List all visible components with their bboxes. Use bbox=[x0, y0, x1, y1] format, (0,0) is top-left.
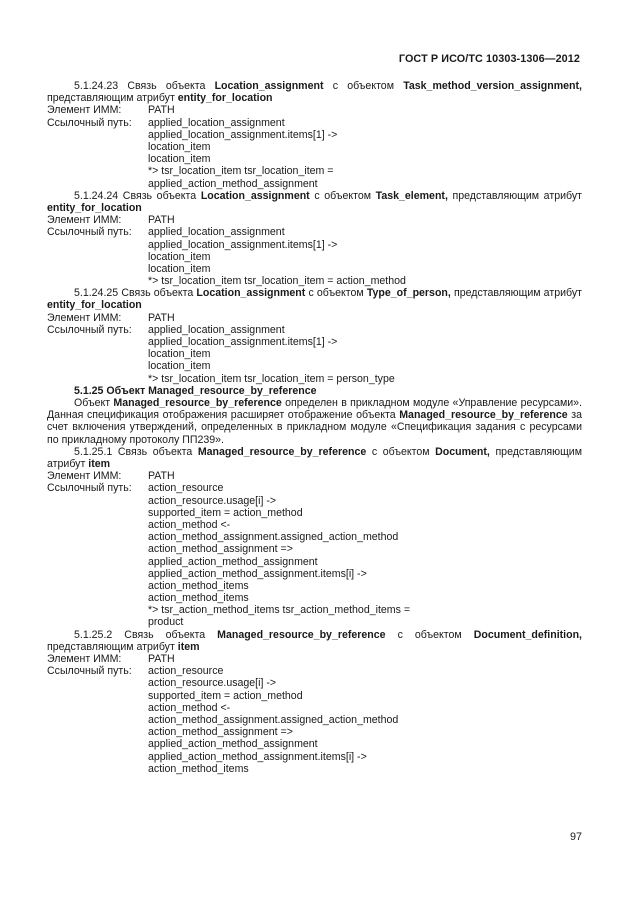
section-title bbox=[47, 629, 582, 653]
ref-path-line: action_method_assignment.assigned_action_method bbox=[148, 713, 399, 726]
ref-path-line: applied_action_method_assignment.items[i] -> bbox=[148, 750, 367, 763]
mim-element-value: PATH bbox=[148, 311, 175, 324]
ref-path-line: supported_item = action_method bbox=[148, 506, 303, 519]
ref-path-line: applied_location_assignment bbox=[148, 323, 285, 336]
ref-path-line: location_item bbox=[148, 348, 211, 361]
ref-path-line: applied_location_assignment bbox=[148, 116, 285, 129]
ref-path-line: *> tsr_location_item tsr_location_item = action_method bbox=[148, 275, 406, 288]
entity-name: Managed_resource_by_reference bbox=[399, 409, 568, 422]
ref-path-line: *> tsr_action_method_items tsr_action_method_items = bbox=[148, 604, 411, 617]
ref-path-row bbox=[47, 117, 582, 129]
entity-name: Document_definition, bbox=[473, 628, 582, 641]
ref-path-row bbox=[47, 665, 582, 677]
ref-path-line: applied_action_method_assignment bbox=[148, 555, 318, 568]
ref-path-line: *> tsr_location_item tsr_location_item = bbox=[148, 165, 334, 178]
text-run: с объектом bbox=[385, 628, 474, 641]
ref-path-label: Ссылочный путь: bbox=[47, 323, 132, 336]
ref-path-line: location_item bbox=[148, 262, 211, 275]
ref-path-line: location_item bbox=[148, 153, 211, 166]
ref-path-line: action_method_assignment => bbox=[148, 543, 293, 556]
text-run: с объектом bbox=[309, 189, 376, 202]
ref-path-label: Ссылочный путь: bbox=[47, 116, 132, 129]
ref-path-line: action_resource.usage[i] -> bbox=[148, 494, 277, 507]
ref-path-line: action_method_assignment.assigned_action_method bbox=[148, 531, 399, 544]
ref-path-line: action_method <- bbox=[148, 701, 231, 714]
entity-name: Location_assignment bbox=[214, 80, 324, 92]
ref-path-line: action_method_items bbox=[148, 579, 249, 592]
section-title bbox=[47, 287, 582, 311]
mim-element-value: PATH bbox=[148, 214, 175, 227]
document-body bbox=[47, 80, 582, 775]
section-title bbox=[47, 190, 582, 214]
mim-element-value: PATH bbox=[148, 104, 175, 117]
text-run: 5.1.24.25 Связь объекта bbox=[74, 287, 197, 300]
entity-name: entity_for_location bbox=[47, 299, 142, 312]
text-run: с объектом bbox=[323, 80, 404, 92]
ref-path-label: Ссылочный путь: bbox=[47, 482, 132, 495]
ref-path-line: applied_location_assignment.items[1] -> bbox=[148, 238, 338, 251]
entity-name: entity_for_location bbox=[177, 92, 273, 105]
text-run: 5.1.24.24 Связь объекта bbox=[74, 189, 201, 202]
mim-element-label: Элемент ИММ: bbox=[47, 470, 122, 483]
text-run: представляющим атрибут bbox=[450, 287, 582, 300]
entity-name: Location_assignment bbox=[200, 189, 310, 202]
ref-path-line: action_method_items bbox=[148, 592, 249, 605]
text-run: представляющим атрибут bbox=[47, 640, 178, 653]
entity-name: Task_method_version_assignment, bbox=[403, 80, 582, 92]
ref-path-line: applied_location_assignment bbox=[148, 226, 285, 239]
entity-name: item bbox=[177, 640, 200, 653]
text-run: за счет включения утверждений, определенных в прикладном модуле «Спецификация задания с ресурсами по прикладному протоколу ПП239». bbox=[47, 409, 582, 446]
ref-path-line: applied_location_assignment.items[1] -> bbox=[148, 336, 338, 349]
ref-path-label: Ссылочный путь: bbox=[47, 226, 132, 239]
subsection-heading: 5.1.25 Объект Managed_resource_by_reference bbox=[74, 384, 317, 397]
entity-name: Location_assignment bbox=[196, 287, 306, 300]
ref-path-line: action_resource bbox=[148, 482, 224, 495]
text-run: определен в прикладном модуле «Управление ресурсами». Данная спецификация отображения расширяет отображение объекта bbox=[47, 396, 582, 422]
entity-name: Task_element, bbox=[375, 189, 448, 202]
mim-element-label: Элемент ИММ: bbox=[47, 104, 122, 117]
entity-name: Type_of_person, bbox=[366, 287, 451, 300]
ref-path-line: action_method <- bbox=[148, 518, 231, 531]
entity-name: Managed_resource_by_reference bbox=[217, 628, 386, 641]
mim-element-label: Элемент ИММ: bbox=[47, 311, 122, 324]
text-run: 5.1.25.2 Связь объекта bbox=[74, 628, 218, 641]
ref-path-line: location_item bbox=[148, 250, 211, 263]
text-run: представляющим атрибут bbox=[47, 92, 178, 105]
mim-element-label: Элемент ИММ: bbox=[47, 653, 122, 666]
document-header: ГОСТ Р ИСО/ТС 10303-1306—2012 bbox=[398, 53, 580, 65]
ref-path-line: action_method_items bbox=[148, 762, 249, 775]
text-run: Объект bbox=[74, 396, 114, 409]
ref-path-line: applied_action_method_assignment bbox=[148, 177, 318, 190]
mim-element-row bbox=[47, 470, 582, 482]
ref-path-line: applied_action_method_assignment.items[i] -> bbox=[148, 567, 367, 580]
mim-element-label: Элемент ИММ: bbox=[47, 214, 122, 227]
ref-path-label: Ссылочный путь: bbox=[47, 665, 132, 678]
entity-name: Document, bbox=[435, 445, 490, 458]
ref-path-line: location_item bbox=[148, 360, 211, 373]
mim-element-value: PATH bbox=[148, 470, 175, 483]
ref-path-line: product bbox=[148, 616, 184, 629]
text-run: 5.1.25.1 Связь объекта bbox=[74, 445, 198, 458]
ref-path-row bbox=[47, 226, 582, 238]
mim-element-row bbox=[47, 214, 582, 226]
ref-path-line: applied_location_assignment.items[1] -> bbox=[148, 128, 338, 141]
subsection-body bbox=[47, 397, 582, 446]
text-run: представляющим атрибут bbox=[47, 445, 583, 470]
text-run: с объектом bbox=[305, 287, 367, 300]
text-run: представляющим атрибут bbox=[447, 189, 582, 202]
entity-name: entity_for_location bbox=[47, 201, 142, 214]
ref-path-line: action_resource.usage[i] -> bbox=[148, 677, 277, 690]
mim-element-row bbox=[47, 104, 582, 116]
ref-path-line: supported_item = action_method bbox=[148, 689, 303, 702]
ref-path-line: action_method_assignment => bbox=[148, 726, 293, 739]
ref-path-row bbox=[47, 324, 582, 336]
text-run: 5.1.24.23 Связь объекта bbox=[74, 80, 215, 92]
mim-element-row bbox=[47, 312, 582, 324]
ref-path-line: *> tsr_location_item tsr_location_item = person_type bbox=[148, 372, 395, 385]
entity-name: Managed_resource_by_reference bbox=[197, 445, 367, 458]
ref-path-line: applied_action_method_assignment bbox=[148, 738, 318, 751]
ref-path-row bbox=[47, 482, 582, 494]
entity-name: Managed_resource_by_reference bbox=[113, 396, 282, 409]
section-title bbox=[47, 446, 582, 470]
mim-element-row bbox=[47, 653, 582, 665]
mim-element-value: PATH bbox=[148, 653, 175, 666]
section-title bbox=[47, 80, 582, 104]
ref-path-line: location_item bbox=[148, 140, 211, 153]
ref-path-line: action_resource bbox=[148, 665, 224, 678]
entity-name: item bbox=[88, 457, 111, 470]
text-run: с объектом bbox=[366, 445, 436, 458]
page-number: 97 bbox=[569, 831, 582, 843]
